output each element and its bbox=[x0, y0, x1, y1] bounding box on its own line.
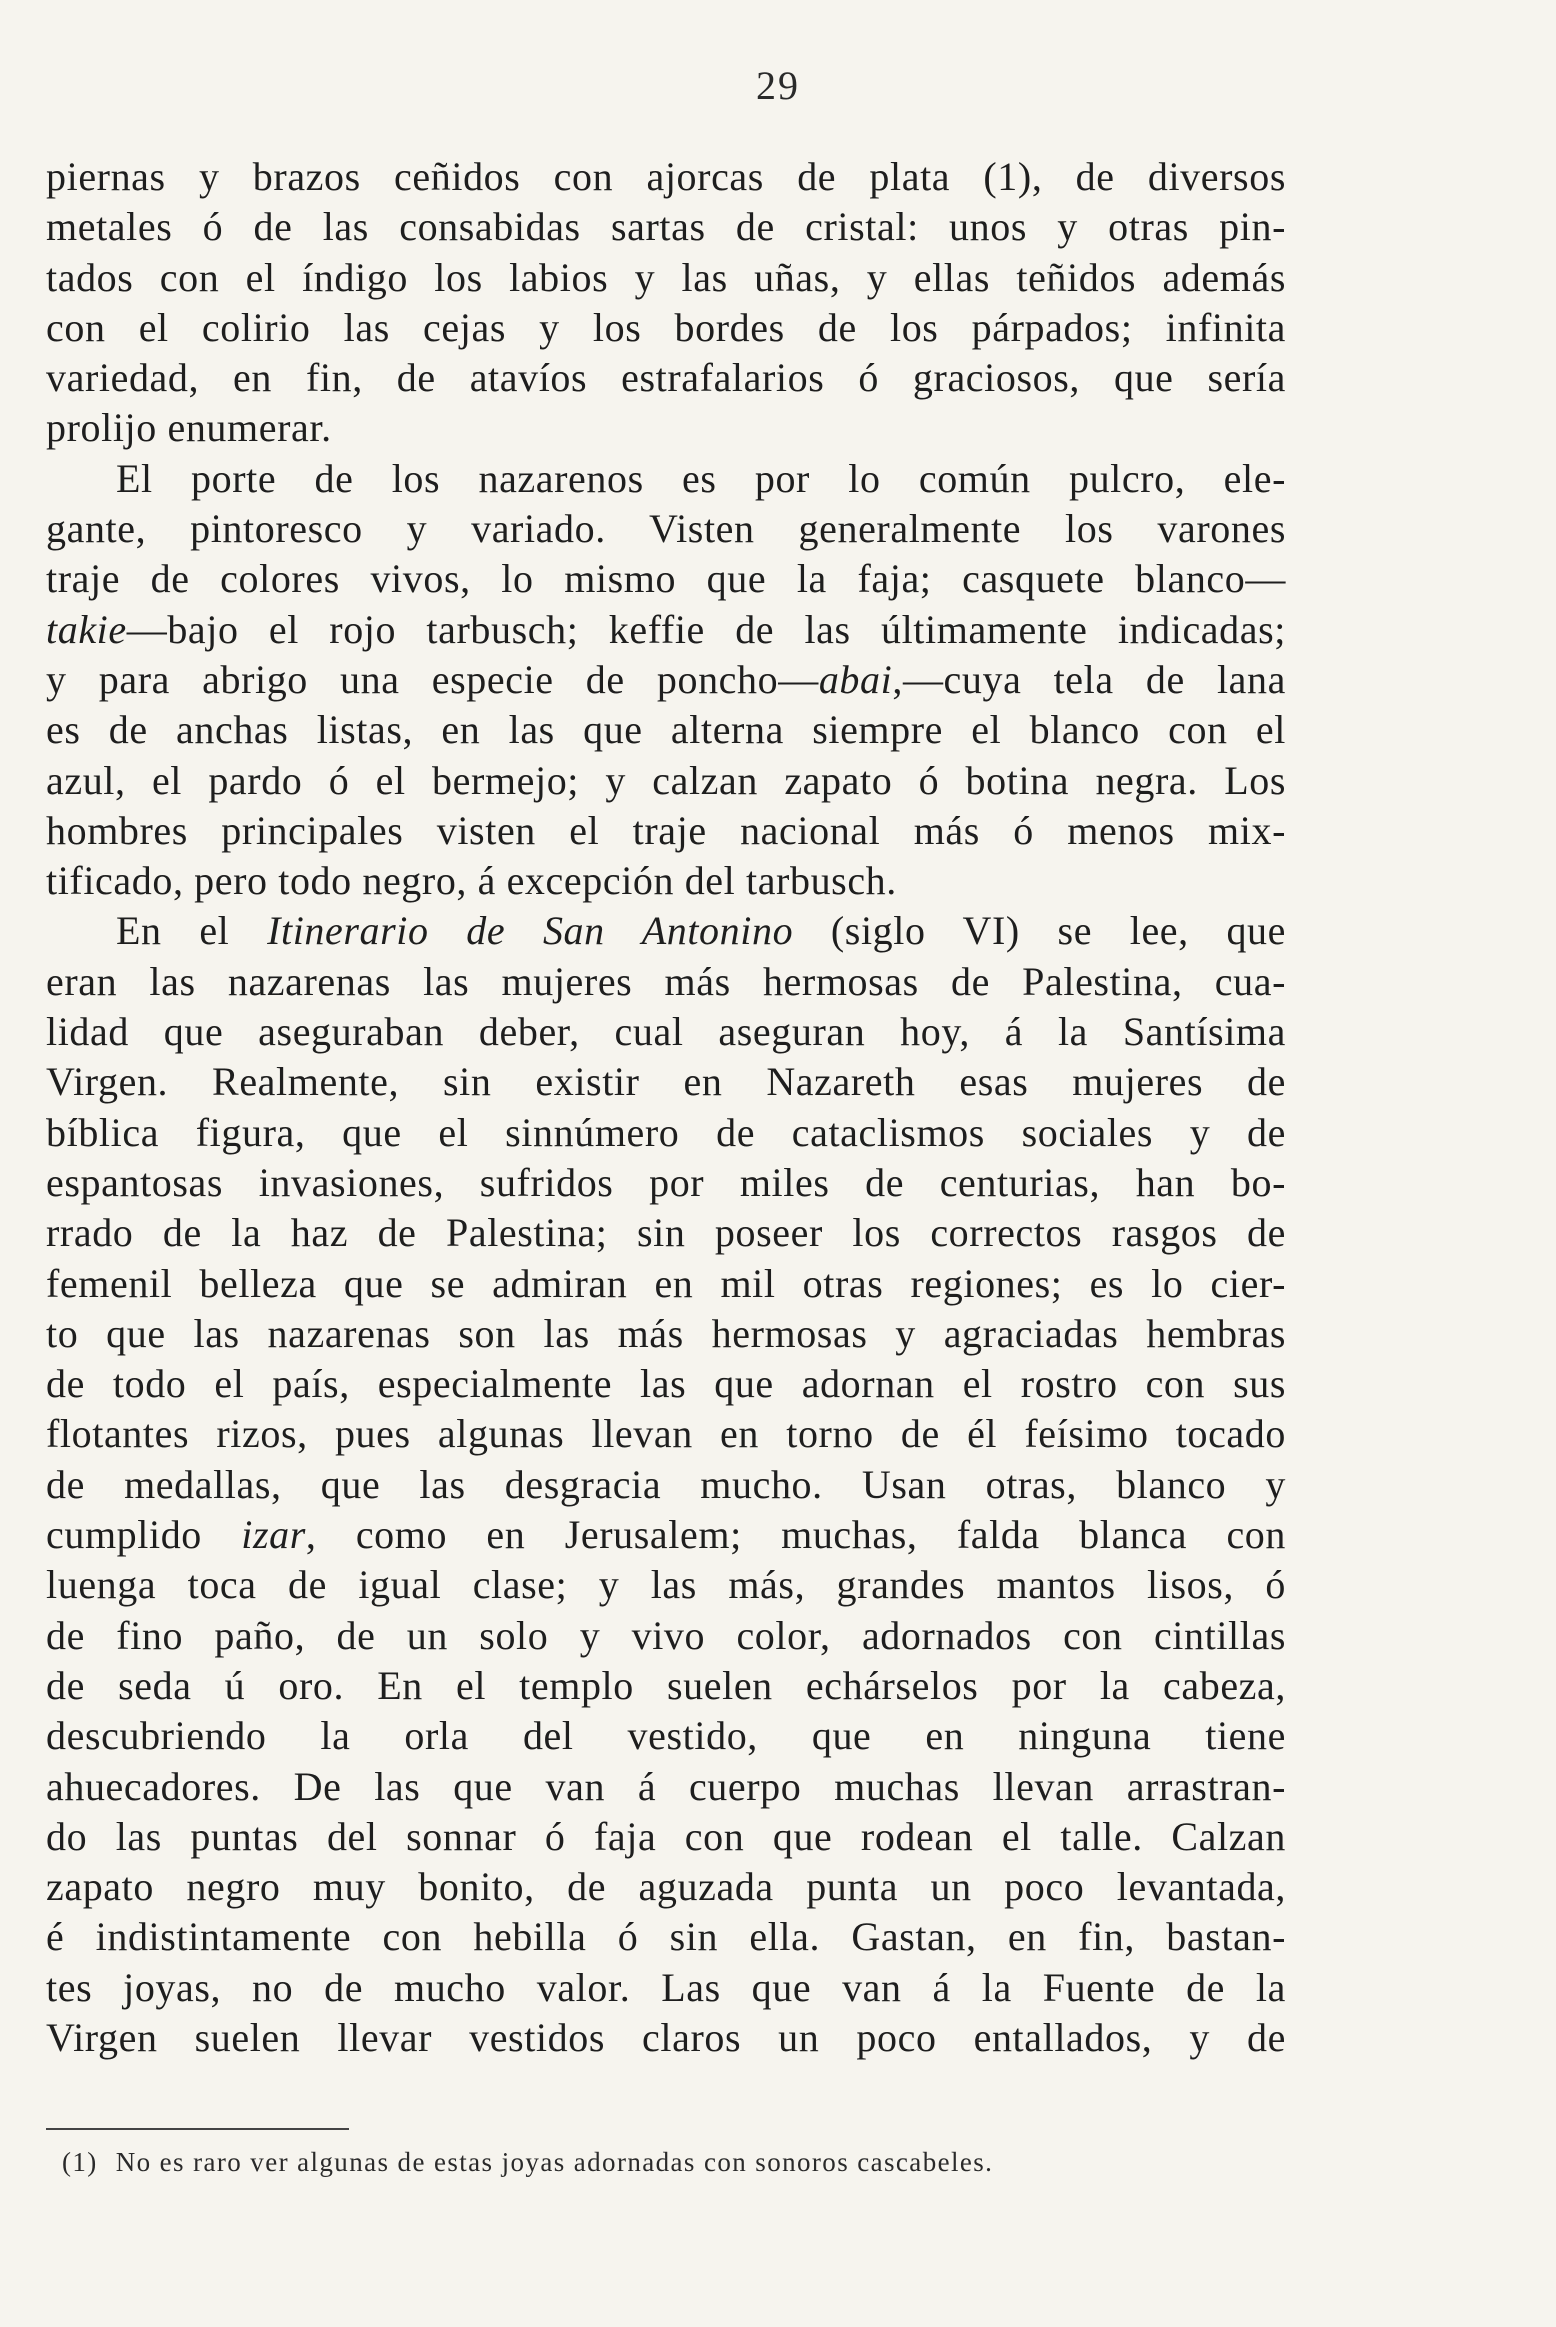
text-segment: luenga toca de igual clase; y las más, grandes mantos lisos, ó bbox=[46, 1562, 1286, 1608]
text-line bbox=[46, 1963, 1286, 2013]
text-line bbox=[46, 1158, 1286, 1208]
text-segment: é indistintamente con hebilla ó sin ella. Gastan, en fin, bastan- bbox=[46, 1914, 1286, 1960]
text-segment: hombres principales visten el traje nacional más ó menos mix- bbox=[46, 807, 1286, 853]
text-line bbox=[46, 554, 1286, 604]
text-segment: prolijo enumerar. bbox=[46, 405, 332, 451]
text-line bbox=[46, 1409, 1286, 1459]
text-segment: lidad que aseguraban deber, cual aseguran hoy, á la Santísima bbox=[46, 1009, 1286, 1055]
text-segment: y para abrigo una especie de poncho— bbox=[46, 656, 819, 702]
text-line bbox=[46, 403, 1286, 453]
text-line bbox=[46, 1259, 1286, 1309]
footnote-text: No es raro ver algunas de estas joyas adornadas con sonoros cascabeles. bbox=[115, 2147, 994, 2177]
text-segment: piernas y brazos ceñidos con ajorcas de plata (1), de diversos bbox=[46, 154, 1286, 199]
text-line bbox=[46, 1208, 1286, 1258]
text-segment: En el bbox=[116, 908, 268, 954]
text-segment: Virgen suelen llevar vestidos claros un poco entallados, y de bbox=[46, 2014, 1286, 2060]
text-segment: eran las nazarenas las mujeres más hermosas de Palestina, cua- bbox=[46, 958, 1286, 1004]
text-line bbox=[46, 705, 1286, 755]
italic-text: Itinerario de San Antonino bbox=[267, 908, 794, 954]
text-segment: (siglo VI) se lee, que bbox=[793, 908, 1286, 954]
text-segment: femenil belleza que se admiran en mil otras regiones; es lo cier- bbox=[46, 1260, 1286, 1306]
text-segment: espantosas invasiones, sufridos por miles de centurias, han bo- bbox=[46, 1159, 1286, 1205]
italic-text: izar bbox=[241, 1512, 306, 1558]
text-segment: ,—cuya tela de lana bbox=[892, 656, 1286, 702]
text-line bbox=[46, 756, 1286, 806]
text-segment: rrado de la haz de Palestina; sin poseer los correctos rasgos de bbox=[46, 1210, 1286, 1256]
text-segment: do las puntas del sonnar ó faja con que rodean el talle. Calzan bbox=[46, 1813, 1286, 1859]
text-segment: —bajo el rojo tarbusch; keffie de las últimamente indicadas; bbox=[126, 606, 1286, 652]
footnote-marker: (1) bbox=[62, 2147, 98, 2177]
text-line bbox=[46, 152, 1286, 202]
text-line bbox=[46, 1007, 1286, 1057]
text-segment: tados con el índigo los labios y las uñas, y ellas teñidos además bbox=[46, 254, 1286, 300]
text-line bbox=[46, 1611, 1286, 1661]
text-line bbox=[46, 1460, 1286, 1510]
text-segment: traje de colores vivos, lo mismo que la faja; casquete blanco— bbox=[46, 556, 1286, 602]
text-line bbox=[46, 1359, 1286, 1409]
text-segment: tes joyas, no de mucho valor. Las que van á la Fuente de la bbox=[46, 1964, 1286, 2010]
text-line bbox=[46, 1057, 1286, 1107]
footnote bbox=[62, 2142, 993, 2182]
page-number: 29 bbox=[756, 63, 800, 108]
italic-text: takie bbox=[46, 606, 127, 652]
text-line bbox=[46, 806, 1286, 856]
text-line bbox=[46, 856, 1286, 906]
footnote-divider bbox=[46, 2128, 349, 2130]
text-segment: to que las nazarenas son las más hermosas y agraciadas hembras bbox=[46, 1310, 1286, 1356]
text-segment: cumplido bbox=[46, 1512, 242, 1558]
text-line bbox=[46, 906, 1286, 956]
text-segment: El porte de los nazarenos es por lo común pulcro, ele- bbox=[116, 455, 1286, 501]
text-segment: de medallas, que las desgracia mucho. Usan otras, blanco y bbox=[46, 1461, 1286, 1507]
text-segment: azul, el pardo ó el bermejo; y calzan zapato ó botina negra. Los bbox=[46, 757, 1286, 803]
text-segment: tificado, pero todo negro, á excepción del tarbusch. bbox=[46, 858, 897, 904]
text-segment: variedad, en fin, de atavíos estrafalarios ó graciosos, que sería bbox=[46, 355, 1286, 401]
text-segment: es de anchas listas, en las que alterna siempre el blanco con el bbox=[46, 707, 1286, 753]
text-line bbox=[46, 353, 1286, 403]
text-line bbox=[46, 303, 1286, 353]
text-line bbox=[46, 1762, 1286, 1812]
text-segment: metales ó de las consabidas sartas de cristal: unos y otras pin- bbox=[46, 204, 1286, 250]
text-segment: Virgen. Realmente, sin existir en Nazareth esas mujeres de bbox=[46, 1059, 1286, 1105]
text-line bbox=[46, 202, 1286, 252]
text-line bbox=[46, 1560, 1286, 1610]
text-line bbox=[46, 1711, 1286, 1761]
text-segment: zapato negro muy bonito, de aguzada punta un poco levantada, bbox=[46, 1864, 1286, 1910]
text-segment: bíblica figura, que el sinnúmero de cataclismos sociales y de bbox=[46, 1109, 1286, 1155]
text-segment: de fino paño, de un solo y vivo color, adornados con cintillas bbox=[46, 1612, 1286, 1658]
text-line bbox=[46, 2013, 1286, 2063]
text-line bbox=[46, 1510, 1286, 1560]
text-line bbox=[46, 1108, 1286, 1158]
text-segment: flotantes rizos, pues algunas llevan en torno de él feísimo tocado bbox=[46, 1411, 1286, 1457]
text-line bbox=[46, 1912, 1286, 1962]
text-line bbox=[46, 655, 1286, 705]
text-line bbox=[46, 957, 1286, 1007]
text-segment: con el colirio las cejas y los bordes de los párpados; infinita bbox=[46, 304, 1286, 350]
italic-text: abai bbox=[818, 656, 893, 702]
text-line bbox=[46, 253, 1286, 303]
text-segment: descubriendo la orla del vestido, que en ninguna tiene bbox=[46, 1713, 1286, 1759]
text-segment: ahuecadores. De las que van á cuerpo muchas llevan arrastran- bbox=[46, 1763, 1286, 1809]
text-line bbox=[46, 1862, 1286, 1912]
text-line bbox=[46, 1309, 1286, 1359]
body-text bbox=[46, 152, 1286, 2063]
text-line bbox=[46, 1812, 1286, 1862]
text-segment: , como en Jerusalem; muchas, falda blanca con bbox=[305, 1512, 1286, 1558]
text-line bbox=[46, 454, 1286, 504]
text-segment: de todo el país, especialmente las que adornan el rostro con sus bbox=[46, 1361, 1286, 1407]
text-segment: gante, pintoresco y variado. Visten generalmente los varones bbox=[46, 506, 1286, 552]
text-line bbox=[46, 1661, 1286, 1711]
text-segment: de seda ú oro. En el templo suelen echárselos por la cabeza, bbox=[46, 1662, 1286, 1708]
text-line bbox=[46, 605, 1286, 655]
text-line bbox=[46, 504, 1286, 554]
